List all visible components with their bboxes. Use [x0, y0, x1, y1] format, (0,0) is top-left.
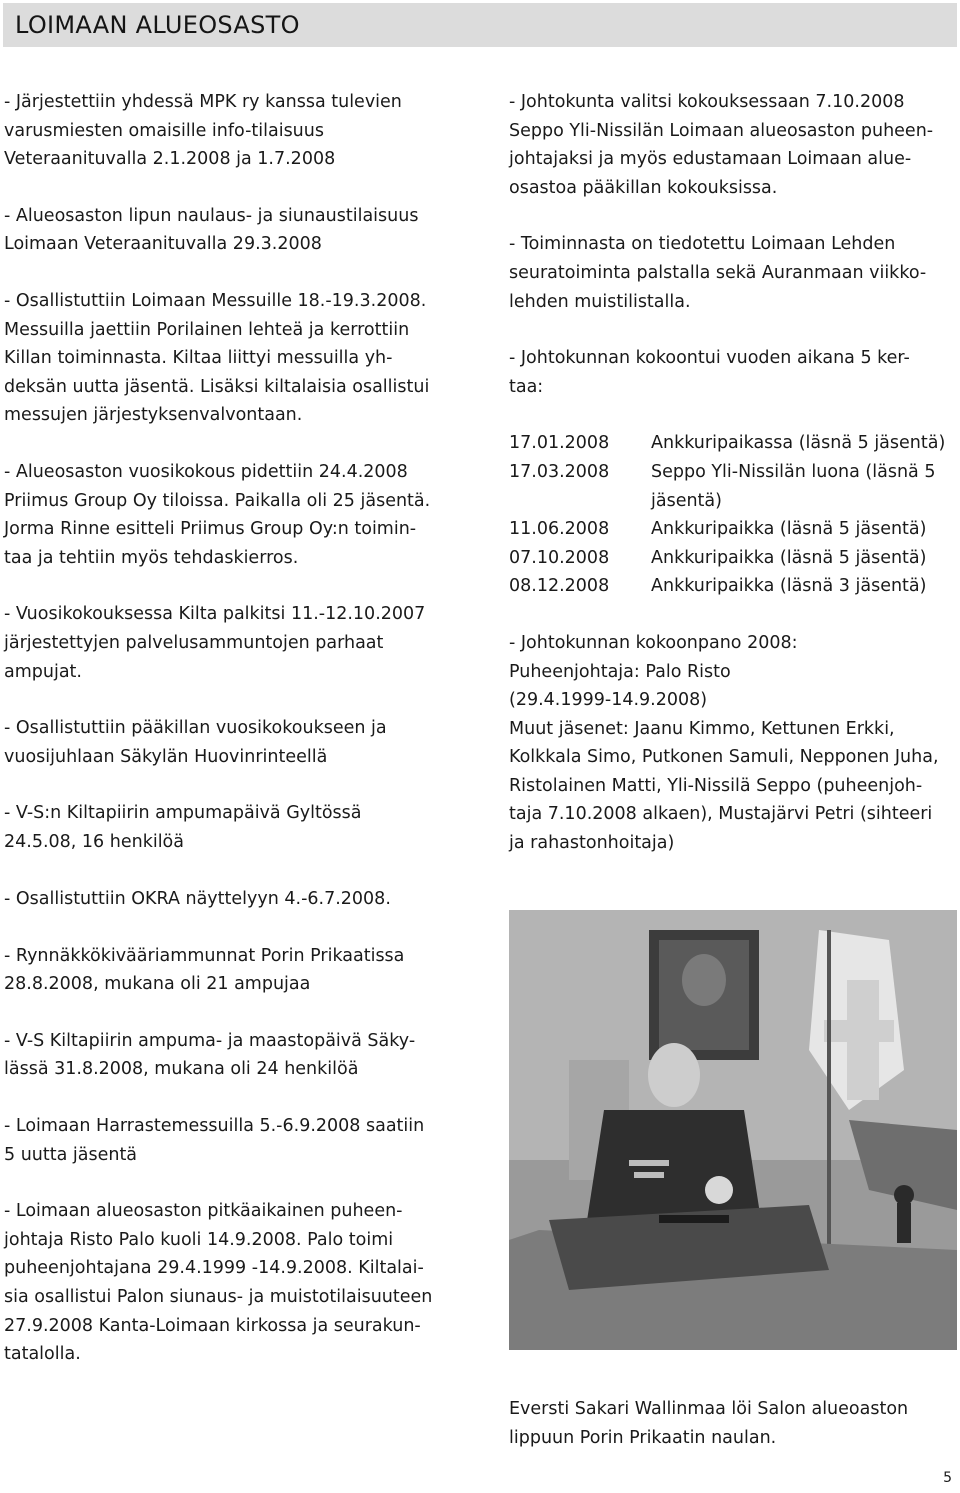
- left-column: [4, 88, 462, 884]
- paragraph: - Alueosaston vuosikokous pidettiin 24.4.2008 Priimus Group Oy tiloissa. Paikalla oli 25 jäsentä. Jorma Rinne esitteli Priimus Group Oy:n toimin- taa ja tehtiin myös tehdaskierros.: [4, 461, 431, 568]
- table-row: [509, 572, 945, 601]
- board-composition: - Johtokunnan kokoonpano 2008: Puheenjohtaja: Palo Risto (29.4.1999-14.9.2008) Muut jäsenet: Jaanu Kimmo, Kettunen Erkki, Kolkkala Simo, Putkonen Samuli, Nepponen Juha, Ristolainen Matti, Yli-Nissilä Seppo (puheenjoh- taja 7.10.2008 alkaen), Mustajärvi Petri (sihteeri ja rahastonhoitaja): [509, 632, 939, 854]
- paragraph: - Johtokunnan kokoontui vuoden aikana 5 ker- taa:: [509, 348, 910, 397]
- paragraph: - Johtokunta valitsi kokouksessaan 7.10.2008 Seppo Yli-Nissilän Loimaan alueosaston puheen- johtajaksi ja myös edustamaan Loimaan alue- osastoa pääkillan kokouksissa.: [509, 92, 934, 198]
- meeting-place: Ankkuripaikassa (läsnä 5 jäsentä): [651, 433, 946, 454]
- paragraph: - V-S:n Kiltapiirin ampumapäivä Gyltössä 24.5.08, 16 henkilöä: [4, 803, 362, 852]
- paragraph: - Järjestettiin yhdessä MPK ry kanssa tulevien varusmiesten omaisille info-tilaisuus Veteraanituvalla 2.1.2008 ja 1.7.2008: [4, 92, 402, 170]
- meeting-date: 07.10.2008: [509, 547, 610, 568]
- paragraph: - Osallistuttiin pääkillan vuosikokoukseen ja vuosijuhlaan Säkylän Huovinrinteellä: [4, 718, 387, 767]
- page-title: LOIMAAN ALUEOSASTO: [15, 11, 300, 39]
- table-row: [509, 544, 945, 573]
- paragraph: - Toiminnasta on tiedotettu Loimaan Lehden seuratoiminta palstalla sekä Auranmaan viikko- lehden muistilistalla.: [509, 234, 927, 312]
- table-row: [509, 458, 945, 515]
- table-row: [509, 429, 945, 458]
- meeting-place: Ankkuripaikka (läsnä 5 jäsentä): [651, 519, 927, 540]
- paragraph: - Loimaan Harrastemessuilla 5.-6.9.2008 saatiin 5 uutta jäsentä: [4, 1115, 425, 1165]
- right-column: [509, 88, 957, 886]
- photo-caption: Eversti Sakari Wallinmaa löi Salon alueoaston lippuun Porin Prikaatin naulan.: [509, 1399, 909, 1448]
- meeting-place: Ankkuripaikka (läsnä 3 jäsentä): [651, 576, 927, 597]
- header-bar: [3, 3, 957, 47]
- paragraph: - Rynnäkkökivääriammunnat Porin Prikaatissa 28.8.2008, mukana oli 21 ampujaa: [4, 945, 405, 995]
- paragraph: - Loimaan alueosaston pitkäaikainen puheen- johtaja Risto Palo kuoli 14.9.2008. Palo toimi puheenjohtajana 29.4.1999 -14.9.2008. Kiltalai- sia osallistui Palon siunaus- ja muistotilaisuuteen 27.9.2008 Kanta-Loimaan kirkossa ja seurakun- tatalolla.: [4, 1201, 433, 1365]
- meeting-date: 11.06.2008: [509, 519, 610, 540]
- meeting-place: Seppo Yli-Nissilän luona (läsnä 5 jäsentä): [651, 461, 936, 511]
- meeting-date: 17.01.2008: [509, 433, 610, 454]
- left-column-lower: [4, 885, 462, 1397]
- paragraph: - Vuosikokouksessa Kilta palkitsi 11.-12.10.2007 järjestettyjen palvelusammuntojen parhaat ampujat.: [4, 604, 426, 682]
- paragraph: - Osallistuttiin Loimaan Messuille 18.-19.3.2008. Messuilla jaettiin Porilainen lehteä ja kerrottiin Killan toiminnasta. Kiltaa liittyi messuilla yh- deksän uutta jäsentä. Lisäksi kiltalaisia osallistui messujen järjestyksenvalvontaan.: [4, 290, 430, 426]
- meeting-table: [509, 429, 945, 601]
- ceremony-photo: [509, 910, 957, 1350]
- paragraph: - V-S Kiltapiirin ampuma- ja maastopäivä Säky- lässä 31.8.2008, mukana oli 24 henkilöä: [4, 1030, 416, 1080]
- meeting-date: 17.03.2008: [509, 461, 610, 482]
- paragraph: - Osallistuttiin OKRA näyttelyyn 4.-6.7.2008.: [4, 889, 391, 909]
- meeting-date: 08.12.2008: [509, 576, 610, 597]
- page-number: 5: [943, 1470, 952, 1486]
- meeting-place: Ankkuripaikka (läsnä 5 jäsentä): [651, 547, 927, 568]
- paragraph: - Alueosaston lipun naulaus- ja siunaustilaisuus Loimaan Veteraanituvalla 29.3.2008: [4, 205, 419, 255]
- table-row: [509, 515, 945, 544]
